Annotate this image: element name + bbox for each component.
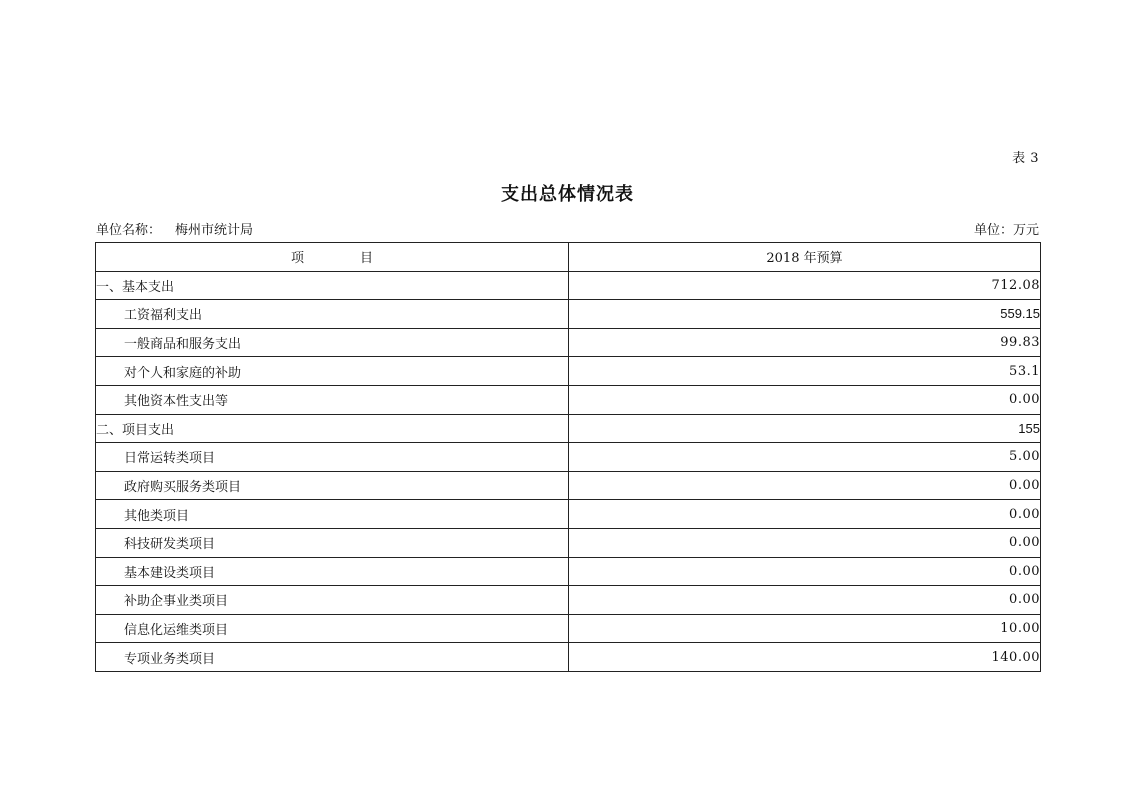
row-label: 补助企事业类项目 bbox=[96, 586, 569, 615]
row-amount: 155 bbox=[569, 414, 1041, 443]
row-amount: 712.08 bbox=[569, 271, 1041, 300]
row-label: 对个人和家庭的补助 bbox=[96, 357, 569, 386]
row-label: 工资福利支出 bbox=[96, 300, 569, 329]
row-label: 二、项目支出 bbox=[96, 414, 569, 443]
table-row bbox=[96, 300, 1041, 329]
row-amount: 99.83 bbox=[569, 328, 1041, 357]
row-amount: 0.00 bbox=[569, 385, 1041, 414]
row-amount: 559.15 bbox=[569, 300, 1041, 329]
row-amount: 53.1 bbox=[569, 357, 1041, 386]
table-row bbox=[96, 500, 1041, 529]
table-row bbox=[96, 414, 1041, 443]
table-number: 表 3 bbox=[1012, 151, 1039, 166]
row-amount: 0.00 bbox=[569, 557, 1041, 586]
row-amount: 0.00 bbox=[569, 528, 1041, 557]
table-row bbox=[96, 614, 1041, 643]
row-label: 基本建设类项目 bbox=[96, 557, 569, 586]
row-label: 专项业务类项目 bbox=[96, 643, 569, 672]
table-row bbox=[96, 443, 1041, 472]
unit-name-row bbox=[96, 219, 253, 238]
unit-name-label: 单位名称： bbox=[96, 223, 162, 238]
column-header-item-part2: 目 bbox=[360, 251, 374, 267]
table-row bbox=[96, 271, 1041, 300]
column-header-item bbox=[96, 243, 569, 272]
row-label: 科技研发类项目 bbox=[96, 528, 569, 557]
table-row bbox=[96, 471, 1041, 500]
unit-label: 单位：万元 bbox=[973, 223, 1039, 238]
unit-name-value: 梅州市统计局 bbox=[175, 223, 254, 238]
table-row bbox=[96, 328, 1041, 357]
row-label: 日常运转类项目 bbox=[96, 443, 569, 472]
expenditure-table bbox=[95, 242, 1041, 672]
table-row bbox=[96, 586, 1041, 615]
row-label: 其他资本性支出等 bbox=[96, 385, 569, 414]
table-row bbox=[96, 557, 1041, 586]
table-header-row bbox=[96, 243, 1041, 272]
row-label: 一、基本支出 bbox=[96, 271, 569, 300]
row-label: 其他类项目 bbox=[96, 500, 569, 529]
table-row bbox=[96, 643, 1041, 672]
table-row bbox=[96, 385, 1041, 414]
row-label: 政府购买服务类项目 bbox=[96, 471, 569, 500]
row-amount: 10.00 bbox=[569, 614, 1041, 643]
row-amount: 5.00 bbox=[569, 443, 1041, 472]
row-label: 一般商品和服务支出 bbox=[96, 328, 569, 357]
row-label: 信息化运维类项目 bbox=[96, 614, 569, 643]
column-header-item-part1: 项 bbox=[290, 251, 304, 267]
row-amount: 0.00 bbox=[569, 586, 1041, 615]
row-amount: 0.00 bbox=[569, 500, 1041, 529]
column-header-budget: 2018 年预算 bbox=[569, 243, 1041, 272]
page-title: 支出总体情况表 bbox=[501, 184, 634, 205]
table-row bbox=[96, 528, 1041, 557]
row-amount: 140.00 bbox=[569, 643, 1041, 672]
row-amount: 0.00 bbox=[569, 471, 1041, 500]
table-row bbox=[96, 357, 1041, 386]
